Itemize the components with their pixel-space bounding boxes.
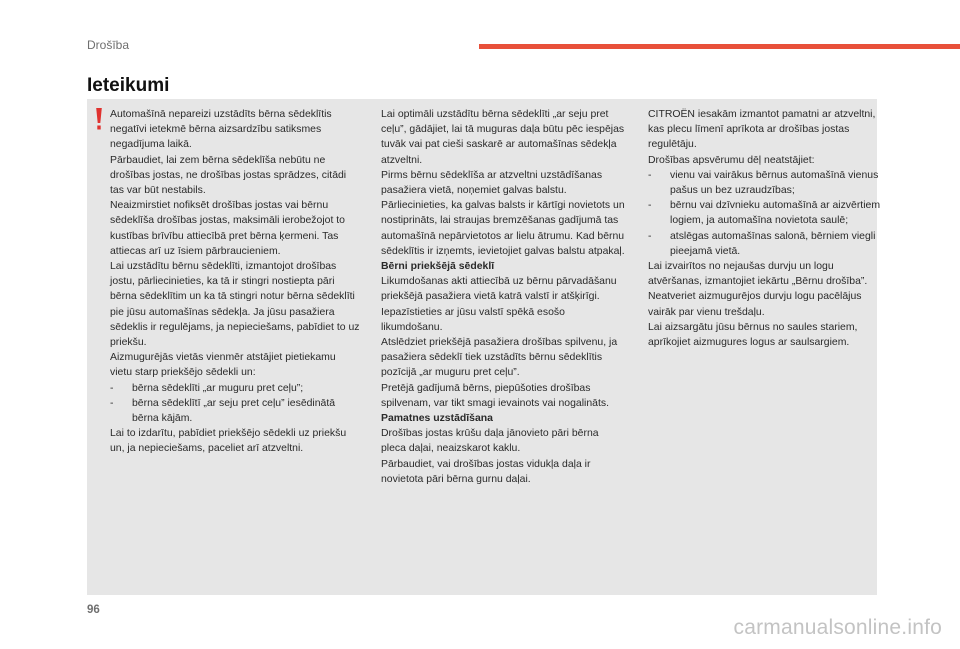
exclamation-warning-icon: [94, 107, 104, 131]
list-item: [110, 396, 360, 426]
paragraph: Pārliecinieties, ka galvas balsts ir kārtīgi novietots un nostiprināts, lai straujas bremzēšanas gadījumā tas automašīnā nepārvietotos ar lielu ātrumu. Kad bērnu sēdeklītis ir izņemts, ievietojiet galvas balstu atpakaļ.: [381, 200, 625, 257]
list-item: [648, 168, 880, 198]
section-label: Drošība: [87, 38, 130, 52]
paragraph: Pirms bērnu sēdeklīša ar atzveltni uzstādīšanas pasažiera vietā, noņemiet galvas balstu.: [381, 169, 603, 197]
list-item-text: bērna sēdeklīti „ar muguru pret ceļu”;: [132, 382, 304, 394]
list-item-text: vienu vai vairākus bērnus automašīnā vienus pašus un bez uzraudzības;: [670, 169, 879, 197]
list-item: [648, 198, 880, 228]
page-number: 96: [87, 604, 100, 616]
bullet-dash: -: [110, 397, 114, 409]
paragraph: Lai uzstādītu bērnu sēdeklīti, izmantojot drošības jostu, pārliecinieties, ka tā ir stingri nostiepta pāri bērna sēdeklītim un ka tā stingri notur bērna sēdeklīti pie jūsu automašīnas sēdekļa. Ja jūsu pasažiera sēdeklis ir regulējams, ja nepieciešams, pabīdiet to uz priekšu.: [110, 261, 360, 349]
paragraph: Automašīnā nepareizi uzstādīts bērna sēdeklītis negatīvi ietekmē bērna aizsardzību satiksmes negadījuma laikā.: [110, 109, 332, 151]
paragraph: Pārbaudiet, lai zem bērna sēdeklīša nebūtu ne drošības jostas, ne drošības jostas sprādzes, citādi tas var būt nestabils.: [110, 154, 347, 197]
column-1: [110, 107, 360, 457]
paragraph: Pārbaudiet, vai drošības jostas vidukļa daļa ir novietota pāri bērna gurnu daļai.: [381, 458, 591, 485]
bullet-dash: -: [648, 200, 652, 212]
bullet-dash: -: [648, 230, 652, 242]
column-3: [648, 107, 880, 350]
paragraph: Lai to izdarītu, pabīdiet priekšējo sēdekli uz priekšu un, ja nepieciešams, paceliet arī atzveltni.: [110, 428, 347, 455]
watermark: carmanualsonline.info: [733, 616, 942, 639]
paragraph: CITROËN iesakām izmantot pamatni ar atzveltni, kas plecu līmenī aprīkota ar drošības jostas regulētāju.: [648, 109, 876, 151]
paragraph: Drošības apsvērumu dēļ neatstājiet:: [648, 154, 815, 166]
bullet-dash: -: [110, 382, 114, 394]
list-item-text: atslēgas automašīnas salonā, bērniem viegli pieejamā vietā.: [670, 230, 876, 257]
list-item-text: bērna sēdeklītī „ar seju pret ceļu” iesēdinātā bērna kājām.: [132, 397, 336, 425]
paragraph: Likumdošanas akti attiecībā uz bērnu pārvadāšanu priekšējā pasažiera vietā katrā valstī ir atšķirīgi. Iepazīstieties ar jūsu valstī spēkā esošo likumdošanu.: [381, 276, 617, 333]
paragraph: Drošības jostas krūšu daļa jānovieto pāri bērna pleca daļai, neaizskarot kaklu.: [381, 428, 599, 455]
section-heading-front-seat: Bērni priekšējā sēdeklī: [381, 261, 495, 273]
section-heading-booster: Pamatnes uzstādīšana: [381, 413, 493, 425]
header-accent-bar: [479, 44, 960, 49]
bullet-dash: -: [648, 169, 652, 181]
list-item: [110, 381, 360, 396]
paragraph: Pretējā gadījumā bērns, piepūšoties drošības spilvenam, var tikt smagi ievainots vai nogalināts.: [381, 382, 609, 409]
paragraph: Lai izvairītos no nejaušas durvju un logu atvēršanas, izmantojiet iekārtu „Bērnu drošība”.: [648, 261, 868, 288]
paragraph: Neatveriet aizmugurējos durvju logu pacēlājus vairāk par vienu trešdaļu.: [648, 291, 862, 318]
paragraph: Lai aizsargātu jūsu bērnus no saules stariem, aprīkojiet aizmugures logus ar saulsargiem.: [648, 321, 858, 349]
paragraph: Aizmugurējās vietās vienmēr atstājiet pietiekamu vietu starp priekšējo sēdekli un:: [110, 352, 336, 379]
page-title: Ieteikumi: [87, 75, 170, 96]
list-item-text: bērnu vai dzīvnieku automašīnā ar aizvērtiem logiem, ja automašīna novietota saulē;: [670, 200, 881, 227]
column-2: [381, 107, 626, 487]
list-item: [648, 229, 880, 259]
paragraph: Atslēdziet priekšējā pasažiera drošības spilvenu, ja pasažiera sēdeklī tiek uzstādīts bērnu sēdeklītis pozīcijā „ar muguru pret ceļu”.: [381, 337, 618, 379]
paragraph: Neaizmirstiet nofiksēt drošības jostas vai bērnu sēdeklīša drošības jostas, maksimāli ierobežojot to kustības brīvību attiecībā pret bērna ķermeni. Tas attiecas arī uz īsiem pārbraucieniem.: [110, 200, 345, 257]
paragraph: Lai optimāli uzstādītu bērna sēdeklīti „ar seju pret ceļu”, gādājiet, lai tā muguras daļa būtu pēc iespējas tuvāk vai pat cieši saskarē ar automašīnas sēdekļa atzveltni.: [381, 109, 625, 166]
